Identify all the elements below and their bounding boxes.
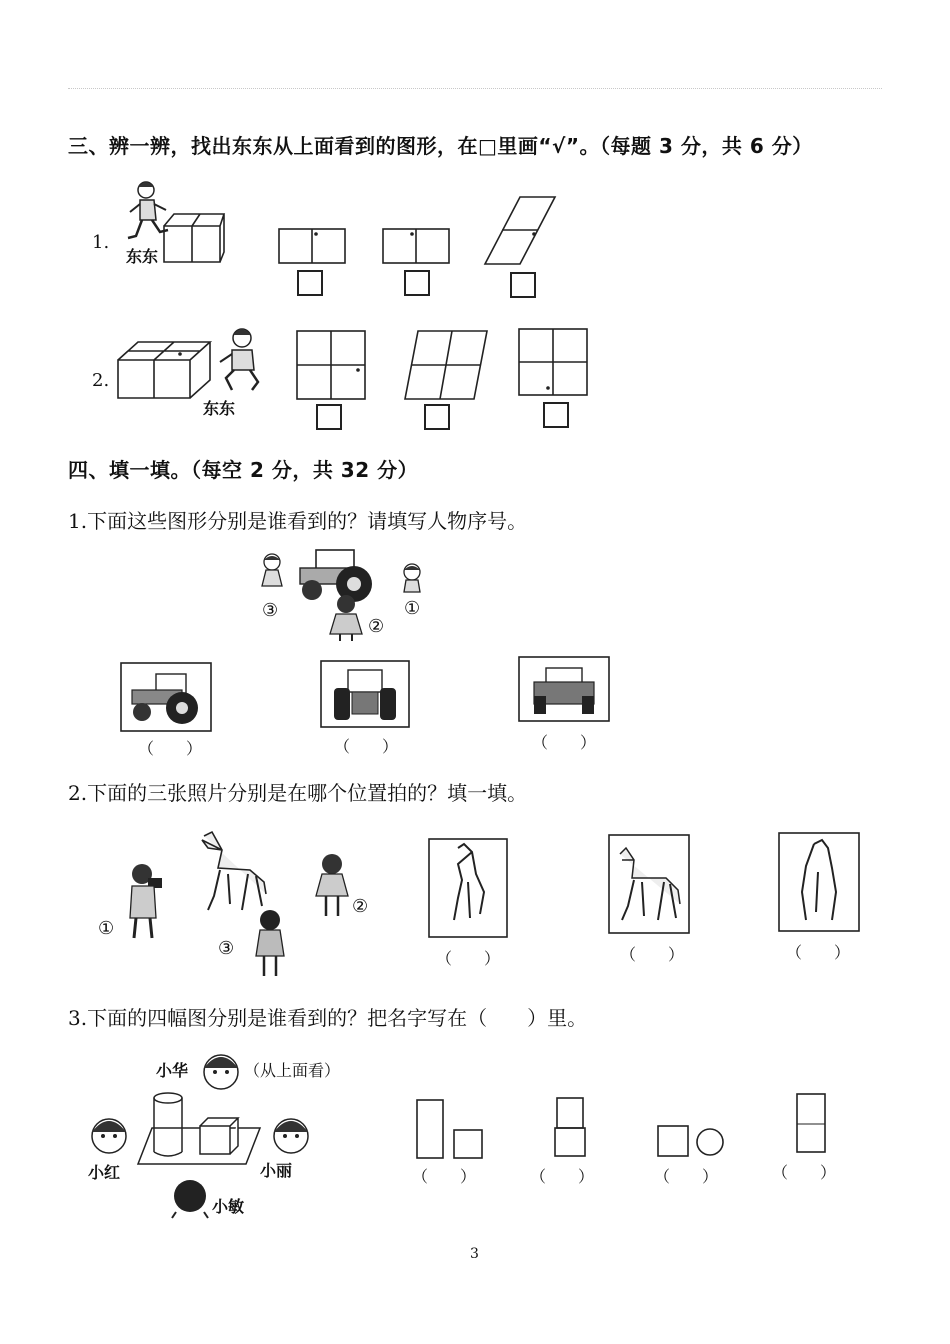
- name-xiaoli: 小丽: [260, 1161, 293, 1180]
- q1-option-c-shape: [484, 196, 556, 266]
- q2-option-a-shape: [296, 330, 366, 400]
- name-xiaohong: 小红: [88, 1163, 121, 1182]
- horse-photo-side: [608, 834, 690, 934]
- tractor-back-view: [518, 656, 610, 722]
- section4-q1-text: 1.下面这些图形分别是谁看到的？请填写人物序号。: [68, 509, 528, 533]
- answer-blank-tractor-2[interactable]: （ ）: [334, 737, 399, 756]
- boy-face-icon-xiaohua: [198, 1046, 244, 1092]
- tractor-front-view: [320, 660, 410, 728]
- top-view-note: （从上面看）: [244, 1061, 341, 1080]
- view-option-2: [552, 1096, 588, 1160]
- answer-blank-horse-3[interactable]: （ ）: [786, 943, 851, 962]
- answer-blank-horse-1[interactable]: （ ）: [436, 949, 501, 968]
- name-xiaomin: 小敏: [212, 1197, 245, 1216]
- horse-photo-front: [428, 838, 508, 938]
- q2-option-b-shape: [404, 330, 488, 400]
- q1-option-b-shape: [382, 228, 450, 264]
- section3-title: 三、辨一辨，找出东东从上面看到的图形，在□里画“√”。（每题 3 分，共 6 分）: [68, 134, 813, 158]
- position-3-label-q2: ③: [218, 938, 235, 959]
- girl-face-icon-xiaohong: [84, 1112, 134, 1158]
- person-label-dongdong-1: 东东: [126, 247, 159, 266]
- person-label-dongdong-2: 东东: [203, 399, 236, 418]
- horse-icon-scene: [194, 830, 272, 916]
- answer-blank-tractor-3[interactable]: （ ）: [532, 733, 597, 752]
- section4-title: 四、填一填。（每空 2 分，共 32 分）: [68, 458, 419, 482]
- q1-option-c-checkbox[interactable]: [510, 272, 536, 298]
- q2-number: 2.: [92, 370, 110, 391]
- view-option-4: [794, 1092, 828, 1156]
- position-1-label: ①: [404, 598, 421, 619]
- q1-option-a-shape: [278, 228, 346, 264]
- answer-blank-view-3[interactable]: （ ）: [654, 1167, 719, 1186]
- boy-squatting-icon: [218, 326, 264, 394]
- view-option-3: [656, 1124, 728, 1160]
- answer-blank-tractor-1[interactable]: （ ）: [138, 739, 203, 758]
- cylinder-cube-figure: [134, 1090, 266, 1168]
- q1-option-a-checkbox[interactable]: [297, 270, 323, 296]
- q1-number: 1.: [92, 232, 110, 253]
- answer-blank-view-2[interactable]: （ ）: [530, 1167, 595, 1186]
- answer-blank-view-1[interactable]: （ ）: [412, 1167, 477, 1186]
- top-divider: [68, 88, 882, 89]
- position-2-label-q2: ②: [352, 896, 369, 917]
- face-back-icon-xiaomin: [168, 1176, 212, 1220]
- two-cubes-figure-1: [162, 210, 226, 266]
- position-2-label: ②: [368, 616, 385, 637]
- position-3-label: ③: [262, 600, 279, 621]
- section4-q3-text: 3.下面的四幅图分别是谁看到的？把名字写在（ ）里。: [68, 1006, 588, 1030]
- girl-icon-1: [398, 562, 426, 596]
- girl-face-icon-xiaoli: [266, 1112, 316, 1160]
- q1-option-b-checkbox[interactable]: [404, 270, 430, 296]
- answer-blank-view-4[interactable]: （ ）: [772, 1163, 837, 1182]
- girl-icon-side: [312, 852, 352, 920]
- q2-option-a-checkbox[interactable]: [316, 404, 342, 430]
- q2-option-b-checkbox[interactable]: [424, 404, 450, 430]
- page-number: 3: [470, 1246, 479, 1262]
- four-cubes-figure-2: [116, 340, 212, 400]
- girl-icon-back: [252, 908, 288, 980]
- q2-option-c-shape: [518, 328, 588, 396]
- position-1-label-q2: ①: [98, 918, 115, 939]
- name-xiaohua: 小华: [156, 1061, 189, 1080]
- view-option-1: [414, 1098, 486, 1162]
- section4-q2-text: 2.下面的三张照片分别是在哪个位置拍的？填一填。: [68, 781, 528, 805]
- boy-camera-icon: [124, 862, 168, 942]
- answer-blank-horse-2[interactable]: （ ）: [620, 945, 685, 964]
- tractor-side-view: [120, 662, 212, 732]
- girl-icon-3: [258, 552, 288, 592]
- q2-option-c-checkbox[interactable]: [543, 402, 569, 428]
- horse-photo-back: [778, 832, 860, 932]
- girl-icon-2: [328, 594, 364, 642]
